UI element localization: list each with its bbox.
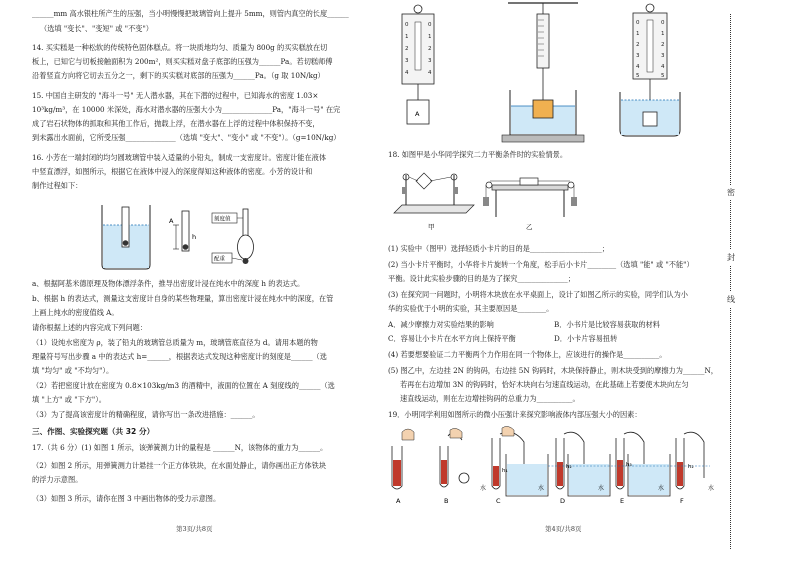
page-footer-right: 第4页/共8页 — [545, 525, 582, 533]
q18-line-1: 18. 如图甲是小华同学探究二力平衡条件时的实验情景。 — [388, 150, 568, 159]
q16-sub1-line-3: 填 "均匀" 或 "不均匀"）。 — [32, 366, 114, 375]
q18-option-D: D．小卡片容易扭转 — [554, 334, 618, 343]
label-scale: 刻度值 — [214, 216, 231, 223]
q18-sub1: (1) 实验中（图甲）选择轻质小卡片的目的是____________________； — [388, 244, 609, 253]
density-meter-figure — [100, 203, 300, 273]
q16-sub2-line-1: （2）若把密度计放在密度为 0.8×103kg/m3 的酒精中，液面的位置在 A 刻度线的______（选 — [32, 381, 335, 390]
q16-line-1: 16. 小芳在一端封闭的均匀圆玻璃管中装入适量的小铅丸，制成一支密度计。密度计能在液体 — [32, 153, 327, 162]
q17-line-4: （3）如图 3 所示，请你在图 3 中画出物体的受力示意图。 — [32, 494, 221, 503]
q18-sub3-line-1: (3) 在探究同一问题时，小明将木块放在水平桌面上，设计了如图乙所示的实验，同学们认为小 — [388, 290, 688, 299]
svg-text:2: 2 — [428, 46, 432, 52]
q15-line-2: 10³kg/m³，在 10000 米深处，海水对潜水器的压强大小为______________Pa，"海斗一号" 在完 — [32, 105, 341, 114]
q16-prompt: 请你根据上述的内容完成下列问题： — [32, 323, 148, 332]
svg-text:2: 2 — [636, 42, 640, 48]
q13-line-2: （选填 "变长"、"变短" 或 "不变"） — [40, 24, 153, 33]
binding-char-feng: 封 — [727, 250, 735, 265]
svg-text:1: 1 — [661, 31, 665, 37]
fig19-h2-repeat: h₂ — [688, 464, 694, 470]
q16-sub3: （3）为了提高该密度计的精确程度，请你写出一条改进措施：______。 — [32, 410, 260, 419]
fig19-label-D: D — [560, 497, 566, 505]
svg-text:0: 0 — [636, 20, 640, 26]
svg-text:5: 5 — [636, 73, 640, 79]
fig19-label-C: C — [496, 497, 501, 505]
q14-line-3: 沿着竖直方向将它切去五分之一，剩下的买实糕对底部的压强为______Pa。（g 取 10N/kg） — [32, 71, 325, 80]
label-jia: 甲 — [428, 223, 435, 231]
binding-char-mi: 密 — [727, 185, 735, 200]
binding-dotted-line — [730, 14, 731, 549]
q19-line-1: 19．小明同学利用如图所示的微小压强计来探究影响液体内部压强大小的因素： — [388, 410, 642, 419]
label-A: A — [169, 217, 174, 225]
q16-step-b-1: b、根据 h 的表达式，测量这支密度计自身的某些物理量，算出密度计浸在纯水中的深度，在管 — [32, 294, 334, 303]
q17-line-1: 17.（共 6 分）(1) 如图 1 所示，该弹簧测力计的量程是 ______N，该物体的重力为______。 — [32, 443, 328, 452]
svg-text:0: 0 — [405, 22, 409, 28]
q18-sub2-line-2: 平衡。设计此实验步骤的目的是为了探究______________； — [388, 274, 575, 283]
svg-text:3: 3 — [405, 58, 409, 64]
q14-line-1: 14. 买实糕是一种松软的传统特色固体糕点。将一块质地均匀、质量为 800g 的买实糕放在切 — [32, 43, 328, 52]
fig19-water-5: 水 — [708, 485, 715, 492]
fig19-h3: h₃ — [626, 462, 632, 468]
q16-step-b-2: 上画上纯水的密度值线 A。 — [32, 308, 119, 317]
svg-text:3: 3 — [661, 53, 665, 59]
q18-sub5-line-2: 若再在右边增加 3N 的钩码时，恰好木块向右匀速直线运动，在此基础上若要使木块向左匀 — [400, 380, 689, 389]
svg-text:1: 1 — [636, 31, 640, 37]
q13-line-1: ______mm 高水银柱所产生的压强，当小明慢慢把玻璃管向上提升 5mm，则管内真空的长度______ — [32, 9, 349, 18]
svg-text:4: 4 — [428, 70, 432, 76]
q18-sub5-line-3: 速直线运动，则在左边增挂钩码的总重力为__________。 — [400, 394, 580, 403]
q15-line-3: 成了岩石状物体的抓取和其他工作后，抛载上浮，在潜水器在上浮的过程中体积保持不变， — [32, 119, 320, 128]
svg-text:3: 3 — [636, 53, 640, 59]
binding-char-xian: 线 — [727, 292, 735, 307]
section-three-heading: 三、作图、实验探究题（共 32 分） — [32, 427, 155, 436]
fig19-h1: h₁ — [502, 468, 508, 474]
q15-line-1: 15. 中国自主研发的 "海斗一号" 无人潜水器，其在下潜的过程中，已知海水的密度 1.03× — [32, 91, 319, 100]
q14-line-2: 板上，已知它与切板接触面积为 200m²，则买实糕对盘子底部的压强为______Pa。若切糕师傅 — [32, 57, 333, 66]
fig19-label-B: B — [444, 497, 449, 505]
two-force-balance-figure — [388, 165, 588, 237]
q18-sub3-line-2: 华的实验优于小明的实验，其主要原因是________。 — [388, 304, 554, 313]
fig19-water-3: 水 — [598, 485, 605, 492]
pressure-gauge-figure — [388, 426, 718, 506]
svg-text:0: 0 — [661, 20, 665, 26]
svg-text:2: 2 — [661, 42, 665, 48]
fig19-h2: h₂ — [566, 464, 572, 470]
q18-sub4: (4) 若要想要验证二力平衡两个力作用在同一个物体上，应该进行的操作是__________。 — [388, 350, 667, 359]
svg-text:4: 4 — [405, 70, 409, 76]
q18-sub2-line-1: (2) 当小卡片平衡时，小华将卡片旋转一个角度，松手后小卡片________（选填 "能" 或 "不能"） — [388, 260, 694, 269]
svg-text:3: 3 — [428, 58, 432, 64]
q18-option-B: B．小书片是比较容易获取的材料 — [554, 320, 660, 329]
svg-text:4: 4 — [661, 64, 665, 70]
q16-line-2: 中竖直漂浮，如图所示，根据它在液体中浸入的深度得知这种液体的密度。小芳的设计和 — [32, 167, 313, 176]
q16-sub1-line-1: （1）设纯水密度为 ρ，装了铅丸的玻璃管总质量为 m，玻璃管底直径为 d。请用本题的物 — [32, 338, 318, 347]
fig19-label-A: A — [396, 497, 401, 505]
svg-text:2: 2 — [405, 46, 409, 52]
fig19-water-1: 水 — [480, 485, 487, 492]
q16-line-3: 制作过程如下： — [32, 181, 83, 190]
q16-sub1-line-2: 理量符号写出步骤 a 中的表达式 h=______，根据表达式发现这种密度计的刻度是______（选 — [32, 352, 327, 361]
label-h: h — [192, 233, 197, 241]
q16-step-a: a、根据阿基米德原理及物体漂浮条件，推导出密度计浸在纯水中的深度 h 的表达式。 — [32, 279, 305, 288]
svg-text:4: 4 — [636, 64, 640, 70]
svg-text:1: 1 — [428, 34, 432, 40]
fig1-block-label: A — [415, 110, 420, 118]
fig19-water-2: 水 — [538, 485, 545, 492]
fig19-label-F: F — [680, 497, 684, 505]
q18-option-C: C．容易让小卡片在水平方向上保持平衡 — [388, 334, 516, 343]
q15-line-4: 到未露出水面前，它所受压强______________（选填 "变大"、"变小" 或 "不变"）。（g=10N/kg） — [32, 133, 341, 142]
q16-sub2-line-2: 填 "上方" 或 "下方"）。 — [32, 395, 106, 404]
svg-text:5: 5 — [661, 73, 665, 79]
fig19-water-4: 水 — [658, 485, 665, 492]
label-yi: 乙 — [526, 223, 533, 231]
q17-line-3: 的浮力示意图。 — [32, 475, 83, 484]
q17-line-2: （2）如图 2 所示，用弹簧测力计悬挂一个正方体铁块，在水面处静止，请你画出正方体铁块 — [32, 461, 327, 470]
svg-text:0: 0 — [428, 22, 432, 28]
fig19-label-E: E — [620, 497, 625, 505]
q18-option-A: A．减少摩擦力对实验结果的影响 — [388, 320, 494, 329]
page-footer-left: 第3页/共8页 — [176, 525, 213, 533]
svg-text:1: 1 — [405, 34, 409, 40]
label-weight: 配重 — [214, 256, 226, 263]
spring-scale-figures — [388, 0, 718, 145]
q18-sub5-line-1: (5) 图乙中，左边挂 2N 的钩码，右边挂 5N 钩码时，木块保持静止，则木块受到的摩擦力为______N， — [388, 366, 718, 375]
